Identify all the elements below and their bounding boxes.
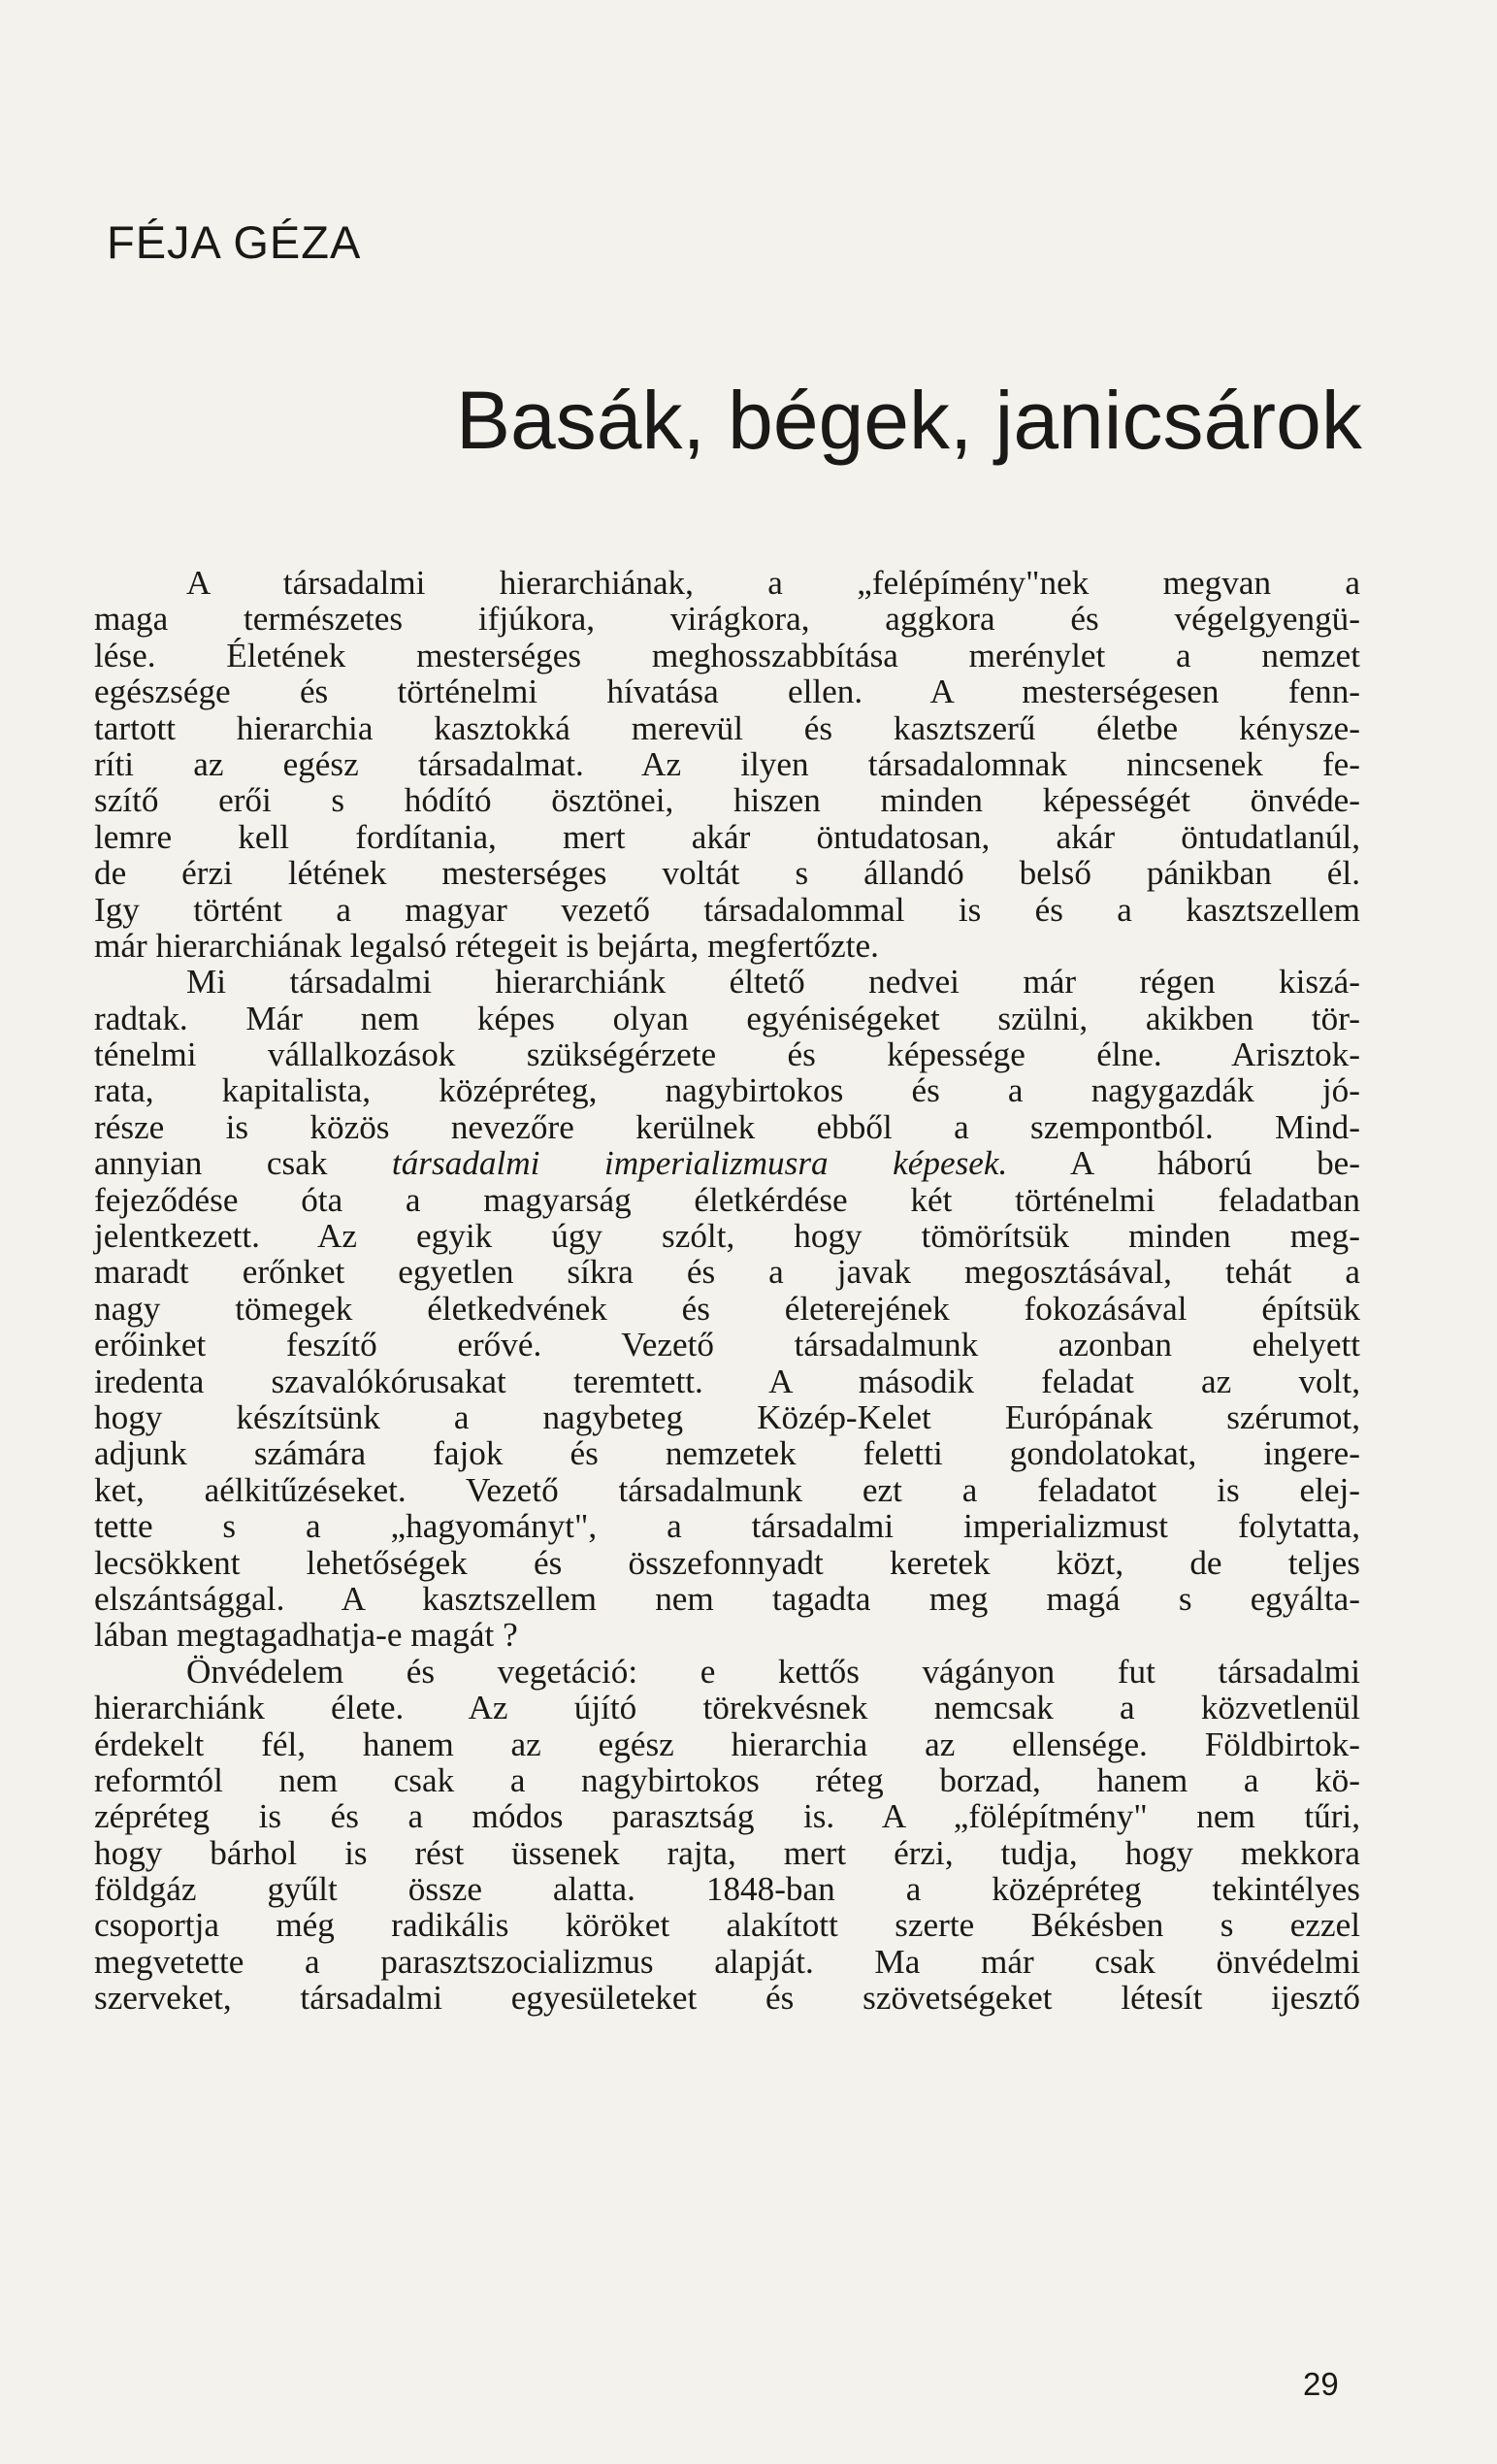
- text-line: [94, 1363, 1360, 1399]
- text-line: [94, 1109, 1360, 1145]
- text-line: [94, 1291, 1360, 1327]
- text-line: [94, 1182, 1360, 1218]
- text-line-content: megvetette a parasztszocializmus alapját. Ma már csak önvédelmi: [94, 1942, 1360, 1981]
- text-line-content: iredenta szavalókórusakat teremtett. A második feladat az volt,: [94, 1362, 1360, 1400]
- text-line-content: reformtól nem csak a nagybirtokos réteg borzad, hanem a kö-: [94, 1760, 1360, 1799]
- text-line: [94, 673, 1360, 709]
- text-line-content: maga természetes ifjúkora, virágkora, aggkora és végelgyengü-: [94, 600, 1360, 639]
- text-line-content: ténelmi vállalkozások szükségérzete és képessége élne. Arisztok-: [94, 1035, 1360, 1074]
- text-line-content: A háború be-: [1007, 1144, 1360, 1183]
- text-line-content: szerveket, társadalmi egyesületeket és szövetségeket létesít ijesztő: [94, 1979, 1360, 2018]
- text-line-content: földgáz gyűlt össze alatta. 1848-ban a középréteg tekintélyes: [94, 1870, 1360, 1909]
- text-line: [94, 1617, 1360, 1653]
- text-line: [94, 710, 1360, 746]
- text-line: [94, 782, 1360, 818]
- text-line: [94, 1435, 1360, 1471]
- text-line-content: ket, aélkitűzéseket. Vezető társadalmunk ezt a feladatot is elej-: [94, 1470, 1360, 1509]
- text-line: [94, 1654, 1360, 1690]
- text-line: [94, 638, 1360, 673]
- text-line-content: adjunk számára fajok és nemzetek feletti gondolatokat, ingere-: [94, 1434, 1360, 1473]
- text-line-content: ríti az egész társadalmat. Az ilyen társadalomnak nincsenek fe-: [94, 744, 1360, 783]
- text-line-content: tette s a „hagyományt", a társadalmi imperializmust folytatta,: [94, 1507, 1360, 1546]
- text-line-content: jelentkezett. Az egyik úgy szólt, hogy tömörítsük minden meg-: [94, 1217, 1360, 1256]
- text-line: [94, 1798, 1360, 1834]
- text-line-content: de érzi létének mesterséges voltát s állandó belső pánikban él.: [94, 854, 1360, 893]
- text-line: [94, 565, 1360, 601]
- text-line: [94, 1871, 1360, 1907]
- text-line-content: hierarchiánk élete. Az újító törekvésnek nemcsak a közvetlenül: [94, 1689, 1360, 1727]
- text-line: [94, 1980, 1360, 2016]
- text-line-content: érdekelt fél, hanem az egész hierarchia az ellensége. Földbirtok-: [94, 1725, 1360, 1763]
- text-line: [94, 1399, 1360, 1435]
- text-line-content: annyian csak: [94, 1144, 392, 1183]
- text-line: [94, 1145, 1360, 1181]
- text-line-content: tartott hierarchia kasztokká merevül és kasztszerű életbe kénysze-: [94, 708, 1360, 747]
- text-line: [94, 1254, 1360, 1290]
- text-line-content: Mi társadalmi hierarchiánk éltető nedvei már régen kiszá-: [186, 963, 1360, 1002]
- text-line: [94, 892, 1360, 928]
- text-line-content: erőinket feszítő erővé. Vezető társadalmunk azonban ehelyett: [94, 1326, 1360, 1364]
- text-line-content: nagy tömegek életkedvének és életerejének fokozásával építsük: [94, 1289, 1360, 1328]
- text-line: [94, 601, 1360, 637]
- text-line-content: Önvédelem és vegetáció: e kettős vágányon fut társadalmi: [186, 1652, 1360, 1691]
- text-line-content: elszántsággal. A kasztszellem nem tagadta meg magá s egyálta-: [94, 1579, 1360, 1618]
- text-line-content: fejeződése óta a magyarság életkérdése két történelmi feladatban: [94, 1180, 1360, 1219]
- text-line: [94, 1726, 1360, 1762]
- text-line: [94, 1545, 1360, 1581]
- text-line-content: radtak. Már nem képes olyan egyéniségeket szülni, akikben tör-: [94, 999, 1360, 1037]
- text-line: [94, 1218, 1360, 1254]
- text-line: [94, 1762, 1360, 1798]
- text-line: [94, 819, 1360, 855]
- text-line-content: rata, kapitalista, középréteg, nagybirtokos és a nagygazdák jó-: [94, 1071, 1360, 1110]
- body-text: [94, 565, 1360, 2017]
- text-line-content: hogy készítsünk a nagybeteg Közép-Kelet Európának szérumot,: [94, 1397, 1360, 1436]
- text-line-content: lése. Életének mesterséges meghosszabbítása merénylet a nemzet: [94, 636, 1360, 674]
- text-line: [94, 855, 1360, 891]
- text-line: [94, 1835, 1360, 1871]
- italic-emphasis: társadalmi imperializmusra képesek.: [391, 1144, 1008, 1183]
- text-line: [94, 1944, 1360, 1980]
- text-line: [94, 1690, 1360, 1725]
- text-line-content: szítő erői s hódító ösztönei, hiszen minden képességét önvéde-: [94, 781, 1360, 820]
- text-line-content: része is közös nevezőre kerülnek ebből a szempontból. Mind-: [94, 1107, 1360, 1146]
- text-line: [94, 928, 1360, 964]
- text-line: [94, 1581, 1360, 1617]
- text-line-content: lában megtagadhatja-e magát ?: [94, 1616, 518, 1655]
- text-line: [94, 1036, 1360, 1072]
- chapter-title: Basák, bégek, janicsárok: [456, 375, 1362, 466]
- text-line-content: maradt erőnket egyetlen síkra és a javak megosztásával, tehát a: [94, 1253, 1360, 1292]
- text-line-content: Igy történt a magyar vezető társadalommal is és a kasztszellem: [94, 890, 1360, 929]
- text-line-content: csoportja még radikális köröket alakított szerte Békésben s ezzel: [94, 1906, 1360, 1945]
- text-line-content: zépréteg is és a módos parasztság is. A „fölépítmény" nem tűri,: [94, 1797, 1360, 1836]
- page-number: 29: [1303, 2366, 1339, 2402]
- text-line-content: hogy bárhol is rést üssenek rajta, mert érzi, tudja, hogy mekkora: [94, 1833, 1360, 1872]
- text-line: [94, 1327, 1360, 1363]
- text-line: [94, 964, 1360, 1000]
- text-line-content: lecsökkent lehetőségek és összefonnyadt keretek közt, de teljes: [94, 1543, 1360, 1582]
- text-line-content: egészsége és történelmi hívatása ellen. A mesterségesen fenn-: [94, 673, 1360, 711]
- text-line: [94, 1072, 1360, 1108]
- text-line: [94, 1001, 1360, 1036]
- text-line: [94, 746, 1360, 782]
- text-line-content: A társadalmi hierarchiának, a „felépímény"nek megvan a: [186, 564, 1360, 602]
- text-line-content: már hierarchiának legalsó rétegeit is bejárta, megfertőzte.: [94, 926, 879, 965]
- author-name: FÉJA GÉZA: [107, 216, 362, 268]
- text-line-content: lemre kell fordítania, mert akár öntudatosan, akár öntudatlanúl,: [94, 817, 1360, 856]
- text-line: [94, 1508, 1360, 1544]
- text-line: [94, 1907, 1360, 1943]
- text-line: [94, 1472, 1360, 1508]
